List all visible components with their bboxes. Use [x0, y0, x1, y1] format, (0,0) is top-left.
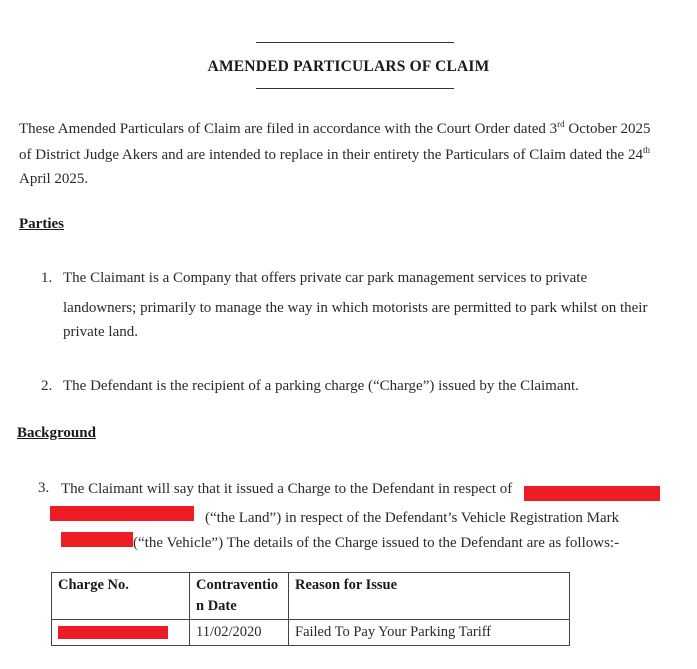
- paragraph-1-line-2: landowners; primarily to manage the way in which motorists are permitted to park whilst on their: [63, 300, 648, 316]
- intro-line-1-end: October 2025: [564, 121, 651, 137]
- intro-line-2-text: of District Judge Akers and are intended to replace in their entirety the Particulars of Claim dated the 24: [19, 147, 643, 163]
- header-contravention-date: Contraventio n Date: [190, 573, 289, 620]
- paragraph-2-line-1: The Defendant is the recipient of a parking charge (“Charge”) issued by the Claimant.: [63, 378, 579, 394]
- charge-details-table: [51, 572, 570, 646]
- intro-line-1-sup: rd: [557, 119, 565, 129]
- table-header-row: [52, 573, 570, 620]
- paragraph-1-number: 1.: [41, 270, 53, 286]
- title-rule-top: [256, 42, 454, 43]
- paragraph-1-line-1: The Claimant is a Company that offers private car park management services to private: [63, 270, 588, 286]
- paragraph-2-number: 2.: [41, 378, 53, 394]
- intro-line-1: [19, 116, 650, 142]
- table-row: [52, 620, 570, 646]
- header-charge-no: Charge No.: [52, 573, 190, 620]
- parties-heading: Parties: [19, 216, 64, 232]
- paragraph-3-line-3: (“the Vehicle”) The details of the Charge issued to the Defendant are as follows:-: [133, 535, 620, 551]
- redaction-charge-no: [58, 626, 168, 639]
- cell-charge-no: [52, 620, 190, 646]
- paragraph-3-number: 3.: [38, 480, 50, 496]
- paragraph-3-line-2: (“the Land”) in respect of the Defendant’s Vehicle Registration Mark: [205, 510, 620, 526]
- cell-reason: Failed To Pay Your Parking Tariff: [289, 620, 570, 646]
- page-title: AMENDED PARTICULARS OF CLAIM: [207, 58, 490, 75]
- redaction-location: [524, 486, 660, 501]
- intro-line-2: [19, 142, 650, 168]
- redaction-registration: [61, 532, 133, 547]
- cell-date: 11/02/2020: [190, 620, 289, 646]
- paragraph-3-line-1: The Claimant will say that it issued a Charge to the Defendant in respect of: [61, 481, 513, 497]
- paragraph-1-line-3: private land.: [63, 324, 138, 340]
- intro-line-2-sup: th: [642, 145, 650, 155]
- intro-line-1-text: These Amended Particulars of Claim are filed in accordance with the Court Order dated 3: [19, 121, 558, 137]
- intro-line-3: April 2025.: [19, 171, 89, 187]
- title-rule-bottom: [256, 88, 454, 89]
- redaction-location-cont: [50, 506, 194, 521]
- background-heading: Background: [17, 425, 96, 441]
- header-reason: Reason for Issue: [289, 573, 570, 620]
